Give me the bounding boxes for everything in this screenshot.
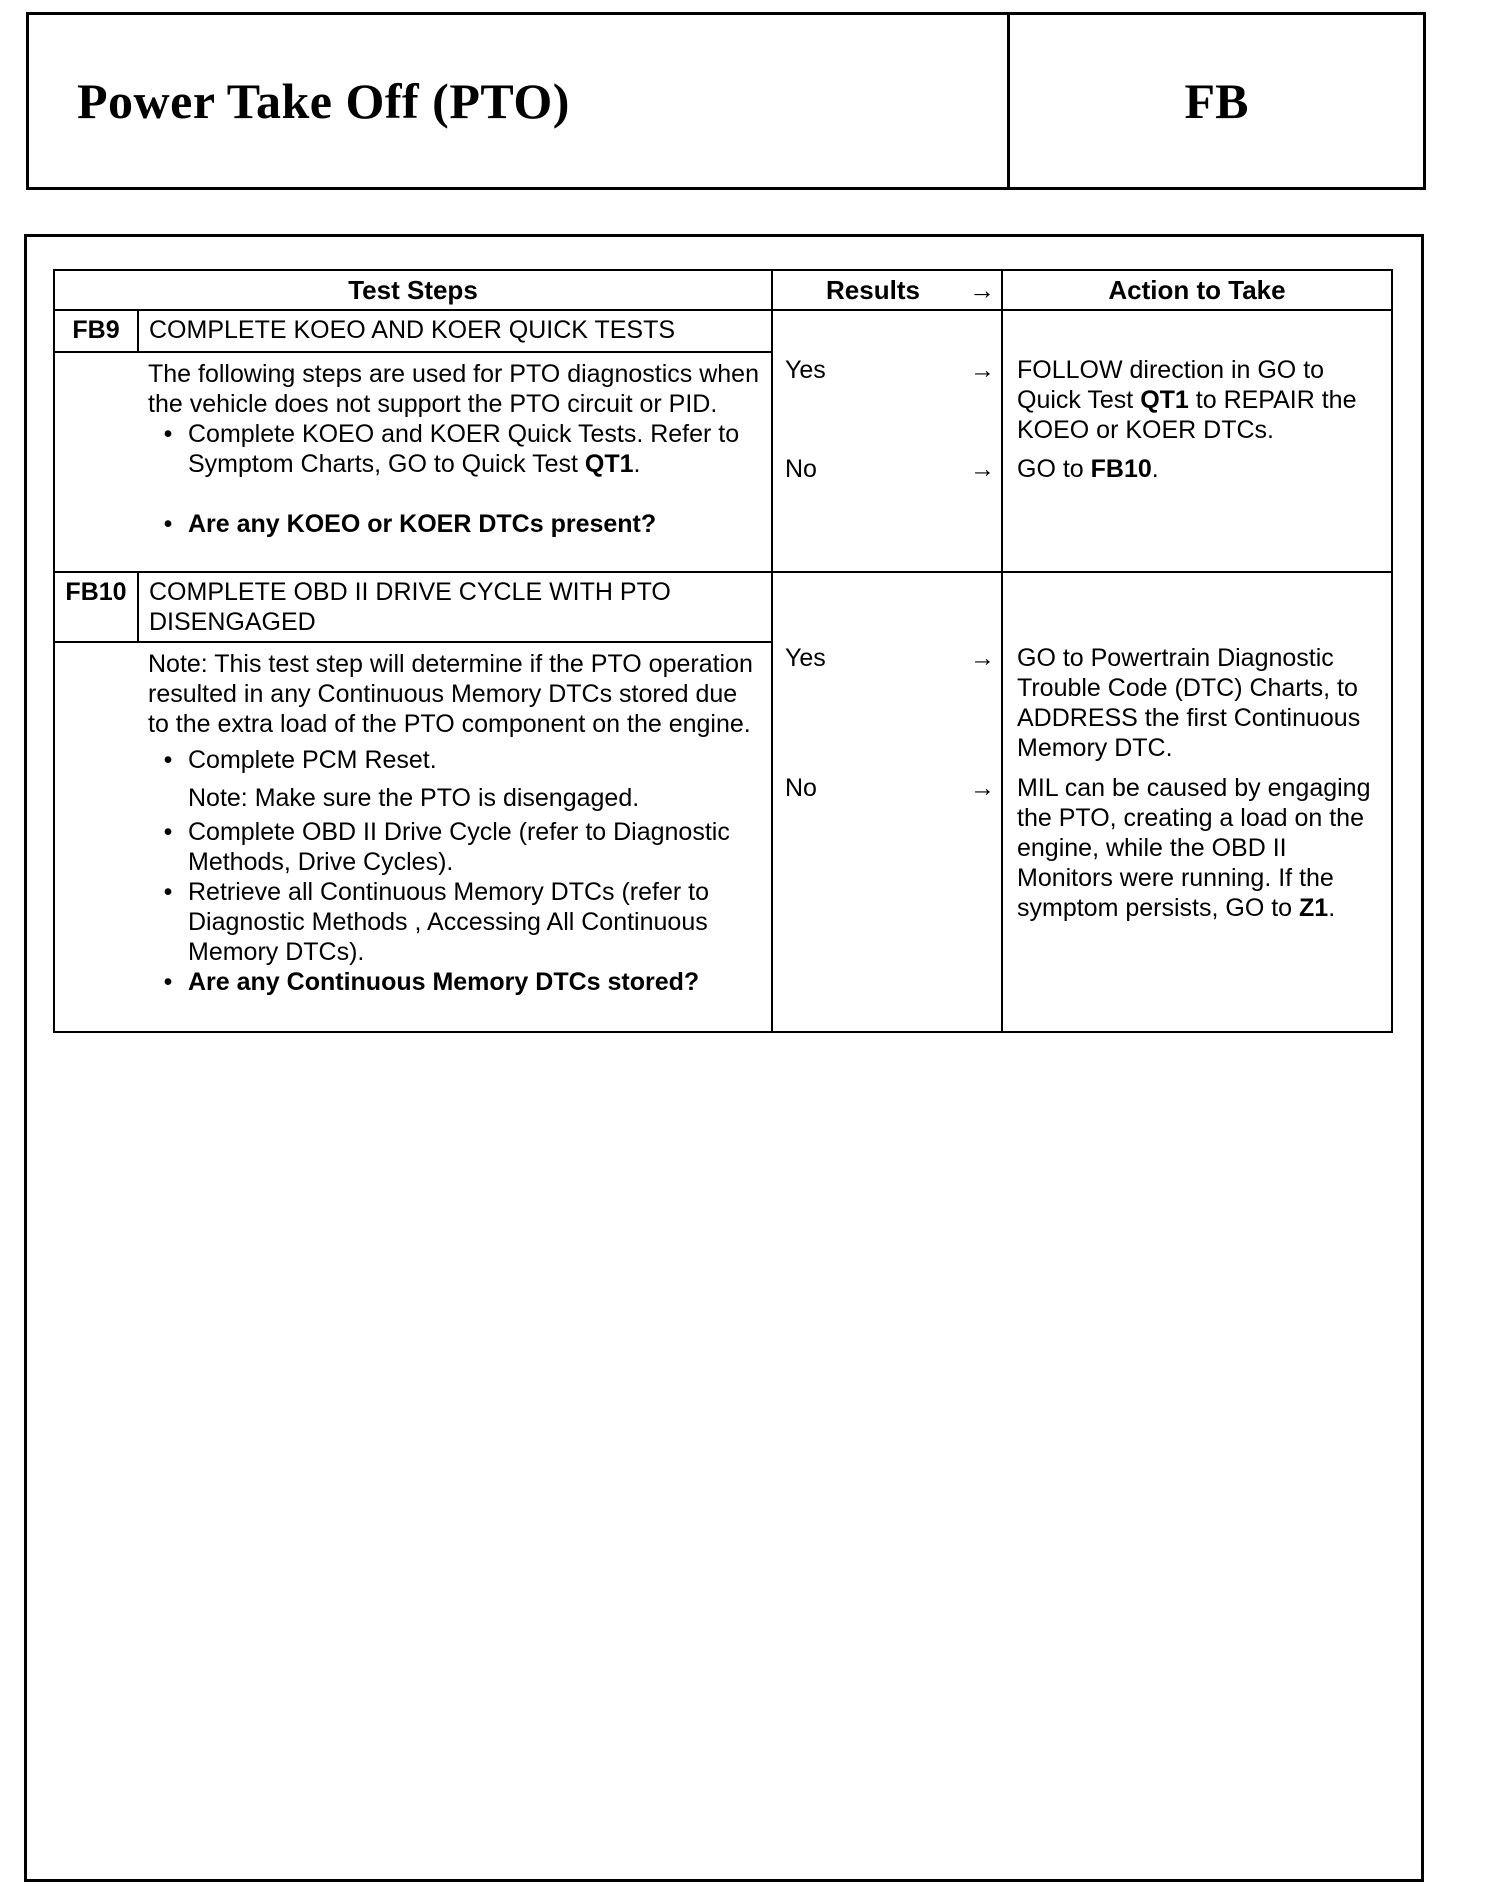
arrow-right-icon: → xyxy=(970,774,995,802)
bullet-icon: • xyxy=(163,878,173,906)
table-header-row xyxy=(54,270,1392,310)
step-title-fb10: COMPLETE OBD II DRIVE CYCLE WITH PTO DISENGAGED xyxy=(138,572,772,642)
results-fb10 xyxy=(772,572,1002,1032)
section-code-cell xyxy=(1010,15,1423,187)
step-id-fb10: FB10 xyxy=(54,572,138,642)
list-item xyxy=(148,509,763,539)
step-subnote-fb10: Note: Make sure the PTO is disengaged. xyxy=(188,784,640,812)
result-no-label: No xyxy=(785,455,817,483)
bullet-icon: • xyxy=(163,746,173,774)
arrow-right-icon: → xyxy=(970,455,995,483)
arrow-right-icon: → xyxy=(970,356,995,384)
action-no-fb10: MIL can be caused by engaging the PTO, creating a load on the engine, while the OBD II Monitors were running. If the symptom persists, GO to Z1. xyxy=(1017,774,1371,922)
actions-fb9 xyxy=(1002,310,1392,572)
result-no-label: No xyxy=(785,774,817,802)
header-results-label: Results xyxy=(826,275,920,305)
header-test-steps: Test Steps xyxy=(54,270,772,310)
ref-qt1: QT1 xyxy=(1140,386,1189,414)
step-question-fb10: Are any Continuous Memory DTCs stored? xyxy=(188,968,700,996)
title-cell xyxy=(29,15,1010,187)
result-yes-fb9 xyxy=(785,355,995,385)
step-id-spacer xyxy=(54,642,138,1032)
step-intro-fb9: The following steps are used for PTO diagnostics when the vehicle does not support the PTO circuit or PID. xyxy=(148,360,759,418)
page-title: Power Take Off (PTO) xyxy=(77,73,570,129)
step-question-fb9: Are any KOEO or KOER DTCs present? xyxy=(188,510,657,538)
list-item: • Complete KOEO and KOER Quick Tests. Refer to Symptom Charts, GO to Quick Test QT1. xyxy=(148,419,763,479)
bullet-icon: • xyxy=(163,968,173,996)
step-title-fb9: COMPLETE KOEO AND KOER QUICK TESTS xyxy=(138,310,772,352)
action-no-fb9: GO to FB10. xyxy=(1017,455,1159,483)
list-item: • Complete OBD II Drive Cycle (refer to Diagnostic Methods, Drive Cycles). xyxy=(148,817,763,877)
bullet-icon: • xyxy=(163,818,173,846)
action-yes-fb10: GO to Powertrain Diagnostic Trouble Code (DTC) Charts, to ADDRESS the first Continuous Memory DTC. xyxy=(1017,644,1361,762)
diagnostic-table xyxy=(53,269,1393,1033)
bullet-icon: • xyxy=(163,420,173,448)
result-yes-label: Yes xyxy=(785,356,826,384)
ref-z1: Z1 xyxy=(1299,894,1329,922)
table-row-fb9-title xyxy=(54,310,1392,352)
header-action: Action to Take xyxy=(1002,270,1392,310)
action-yes-fb9: FOLLOW direction in GO to Quick Test QT1 to REPAIR the KOEO or KOER DTCs. xyxy=(1017,356,1357,444)
step-body-fb10 xyxy=(138,642,772,1032)
results-fb9 xyxy=(772,310,1002,572)
step-note-fb10: Note: This test step will determine if the PTO operation resulted in any Continuous Memory DTCs stored due to the extra load of the PTO component on the engine. xyxy=(148,650,753,738)
section-code: FB xyxy=(1184,73,1249,129)
result-no-fb10 xyxy=(785,773,995,803)
result-yes-label: Yes xyxy=(785,644,826,672)
step-id-fb9: FB9 xyxy=(54,310,138,352)
page-header xyxy=(26,12,1426,190)
step-body-fb9 xyxy=(138,352,772,572)
list-item xyxy=(148,967,763,997)
result-no-fb9 xyxy=(785,454,995,484)
bullet-icon: • xyxy=(163,510,173,538)
arrow-right-icon: → xyxy=(969,275,995,305)
table-row-fb10-title xyxy=(54,572,1392,642)
list-item: • Retrieve all Continuous Memory DTCs (refer to Diagnostic Methods , Accessing All Continuous Memory DTCs). xyxy=(148,877,763,967)
list-item: • Complete PCM Reset. xyxy=(148,745,763,775)
ref-fb10: FB10 xyxy=(1090,455,1152,483)
header-results xyxy=(772,270,1002,310)
arrow-right-icon: → xyxy=(970,644,995,672)
actions-fb10 xyxy=(1002,572,1392,1032)
result-yes-fb10 xyxy=(785,643,995,673)
step-id-spacer xyxy=(54,352,138,572)
